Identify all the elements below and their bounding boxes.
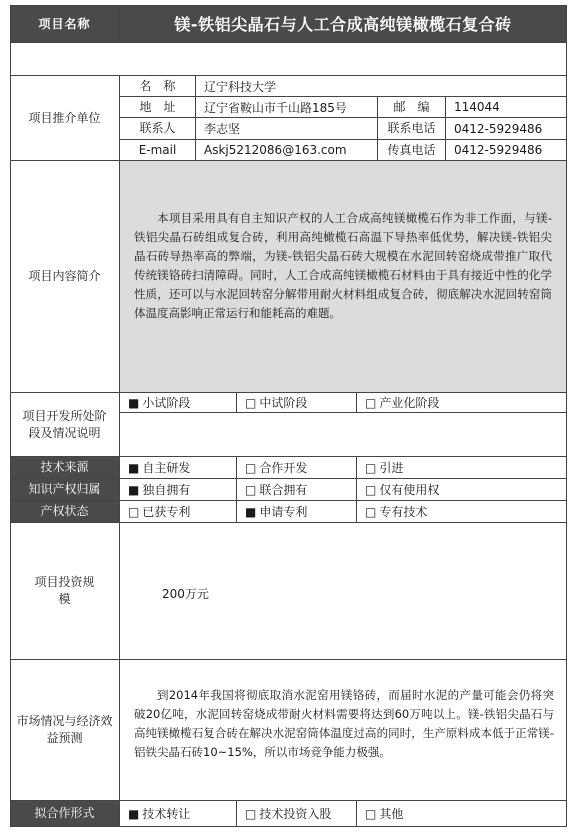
name-value: 辽宁科技大学 — [196, 76, 567, 97]
ip-status-option-granted[interactable]: □ 已获专利 — [120, 501, 237, 523]
checkbox-icon: □ — [245, 460, 257, 475]
phone-label: 联系电话 — [378, 118, 446, 140]
ip-owner-option-sole[interactable]: ■ 独自拥有 — [120, 479, 237, 501]
investment-label: 项目投资规模 — [10, 523, 120, 660]
checked-box-icon: ■ — [128, 806, 140, 821]
contact-label: 联系人 — [120, 118, 196, 140]
postcode-value: 114044 — [446, 97, 567, 118]
ip-status-option-proprietary[interactable]: □ 专有技术 — [357, 501, 567, 523]
recommend-unit-label: 项目推介单位 — [10, 76, 120, 161]
intro-cell — [120, 161, 567, 393]
checked-box-icon: ■ — [245, 504, 257, 519]
fax-value: 0412-5929486 — [446, 140, 567, 161]
address-value: 辽宁省鞍山市千山路185号 — [196, 97, 378, 118]
investment-value: 200万元 — [162, 587, 209, 601]
stage-option-industrial[interactable]: □ 产业化阶段 — [357, 393, 567, 413]
ip-status-label: 产权状态 — [10, 501, 120, 523]
checked-box-icon: ■ — [128, 395, 140, 410]
market-cell — [120, 660, 567, 801]
name-label: 名 称 — [120, 76, 196, 97]
checkbox-icon: □ — [365, 482, 377, 497]
intro-text: 本项目采用具有自主知识产权的人工合成高纯镁橄榄石作为非工作面，与镁-铁铝尖晶石砖组成复合砖，利用高纯橄榄石高温下导热率低优势，解决镁-铁铝尖晶石砖导热率高的弊端，为镁-铁铝尖晶石砖大规模在水泥回转窑烧成带推广取代传统镁铬砖扫清障碍。同时，人工合成高纯镁橄榄石材料由于具有接近中性的化学性质，还可以与水泥回转窑分解带用耐火材料组成复合砖，彻底解决水泥回转窑筒体温度高影响正常运行和能耗高的难题。 — [134, 211, 552, 320]
ip-status-option-applying[interactable]: ■ 申请专利 — [237, 501, 357, 523]
tech-source-label: 技术来源 — [10, 457, 120, 479]
project-name-label: 项目名称 — [10, 5, 120, 43]
checked-box-icon: ■ — [128, 460, 140, 475]
fax-label: 传真电话 — [378, 140, 446, 161]
stage-option-pilot-mid[interactable]: □ 中试阶段 — [237, 393, 357, 413]
checkbox-icon: □ — [245, 482, 257, 497]
checkbox-icon: □ — [365, 806, 377, 821]
checkbox-icon: □ — [245, 806, 257, 821]
ip-owner-option-joint[interactable]: □ 联合拥有 — [237, 479, 357, 501]
stage-option-pilot-small[interactable]: ■ 小试阶段 — [120, 393, 237, 413]
project-info-table — [10, 5, 567, 827]
tech-source-option-joint[interactable]: □ 合作开发 — [237, 457, 357, 479]
checkbox-icon: □ — [128, 504, 140, 519]
email-label: E-mail — [120, 140, 196, 161]
checkbox-icon: □ — [365, 395, 377, 410]
investment-cell — [120, 523, 567, 660]
blank-row — [10, 43, 567, 76]
market-label: 市场情况与经济效益预测 — [10, 660, 120, 801]
cooperation-option-other[interactable]: □ 其他 — [357, 801, 567, 827]
intro-label: 项目内容简介 — [10, 161, 120, 393]
address-label: 地 址 — [120, 97, 196, 118]
checkbox-icon: □ — [365, 504, 377, 519]
ip-owner-label: 知识产权归属 — [10, 479, 120, 501]
email-value[interactable]: Askj5212086@163.com — [196, 140, 378, 161]
stage-description — [120, 413, 567, 457]
checked-box-icon: ■ — [128, 482, 140, 497]
project-title: 镁-铁铝尖晶石与人工合成高纯镁橄榄石复合砖 — [120, 5, 567, 43]
cooperation-label: 拟合作形式 — [10, 801, 120, 827]
market-text: 到2014年我国将彻底取消水泥窑用镁铬砖，而届时水泥的产量可能会仍将突破20亿吨，水泥回转窑烧成带耐火材料需要将达到60万吨以上。镁-铁铝尖晶石与高纯镁橄榄石复合砖在解决水泥窑筒体温度过高的同时，生产原料成本低于正常镁-铝铁尖晶石砖10~15%，所以市场竞争能力极强。 — [134, 688, 554, 759]
tech-source-option-self[interactable]: ■ 自主研发 — [120, 457, 237, 479]
ip-owner-option-use-only[interactable]: □ 仅有使用权 — [357, 479, 567, 501]
contact-value: 李志坚 — [196, 118, 378, 140]
tech-source-option-import[interactable]: □ 引进 — [357, 457, 567, 479]
checkbox-icon: □ — [245, 395, 257, 410]
stage-label: 项目开发所处阶段及情况说明 — [10, 393, 120, 457]
phone-value: 0412-5929486 — [446, 118, 567, 140]
postcode-label: 邮 编 — [378, 97, 446, 118]
cooperation-option-transfer[interactable]: ■ 技术转让 — [120, 801, 237, 827]
checkbox-icon: □ — [365, 460, 377, 475]
cooperation-option-investment[interactable]: □ 技术投资入股 — [237, 801, 357, 827]
